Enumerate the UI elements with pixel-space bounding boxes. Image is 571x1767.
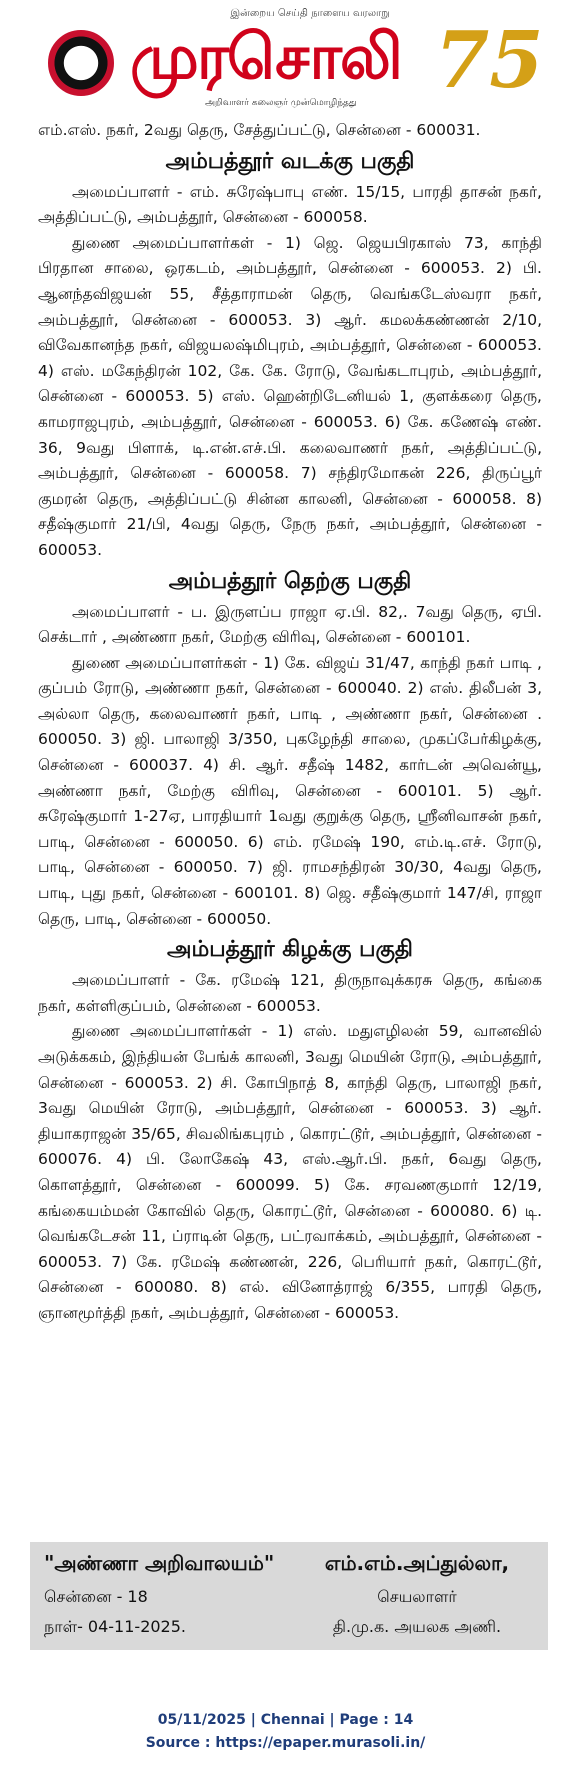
section-deputies-north: துணை அமைப்பாளர்கள் - 1) ஜெ. ஜெயபிரகாஸ் 73, காந்தி பிரதான சாலை, ஒரகடம், அம்பத்தூர், சென்னை - 600053. 2) பி. ஆனந்தவிஜயன் 55, சீத்தாராமன் தெரு, வெங்கடேஸ்வரா நகர், அம்பத்தூர், சென்னை - 600053. 3) ஆர். கமலக்கண்ணன் 2/10, விவேகானந்த நகர், விஜயலஷ்மிபுரம், அம்பத்தூர், சென்னை - 600053. 4) எஸ். மகேந்திரன் 102, கே. கே. ரோடு, வேங்கடாபுரம், அம்பத்தூர், சென்னை - 600053. 5) எஸ். ஹென்றிடேனியல் 1, குளக்கரை தெரு, காமராஜபுரம், அம்பத்தூர், சென்னை - 600053. 6) கே. கணேஷ் எண். 36, 9வது பிளாக், டி.என்.எச்.பி. கலைவாணர் நகர், அத்திப்பட்டு, அம்பத்தூர், சென்னை - 600058. 7) சந்திரமோகன் 226, திருப்பூர் குமரன் தெரு, அத்திப்பட்டு சின்ன காலனி, சென்னை - 600058. 8) சதீஷ்குமார் 21/பி, 4வது தெரு, நேரு நகர், அம்பத்தூர், சென்னை - 600053. bbox=[38, 233, 542, 559]
edition-info: 05/11/2025 | Chennai | Page : 14 bbox=[157, 1712, 414, 1728]
footer-city: சென்னை - 18 bbox=[44, 1587, 148, 1606]
section-heading-north: அம்பத்தூர் வடக்கு பகுதி bbox=[165, 148, 415, 174]
masthead-tagline: இன்றைய செய்தி நாளைய வரலாறு bbox=[230, 8, 390, 19]
section-convenor-north: அமைப்பாளர் - எம். சுரேஷ்பாபு எண். 15/15, பாரதி தாசன் நகர், அத்திப்பட்டு, அம்பத்தூர், சென்னை - 600058. bbox=[38, 182, 542, 227]
footer-wing: தி.மு.க. அயலக அணி. bbox=[332, 1617, 502, 1636]
section-convenor-south: அமைப்பாளர் - ப. இருளப்ப ராஜா ஏ.பி. 82,. 7வது தெரு, ஏபி. செக்டார் , அண்ணா நகர், மேற்கு விரிவு, சென்னை - 600101. bbox=[38, 602, 542, 647]
section-deputies-east: துணை அமைப்பாளர்கள் - 1) எஸ். மதுஎழிலன் 59, வானவில் அடுக்ககம், இந்தியன் பேங்க் காலனி, 3வது மெயின் ரோடு, அம்பத்தூர், சென்னை - 600053. 2) சி. கோபிநாத் 8, காந்தி தெரு, பாலாஜி நகர், 3வது மெயின் ரோடு, அம்பத்தூர், சென்னை - 600053. 3) ஆர். தியாகராஜன் 35/65, சிவலிங்கபுரம் , கொரட்டூர், அம்பத்தூர், சென்னை - 600076. 4) பி. லோகேஷ் 43, எஸ்.ஆர்.பி. நகர், 6வது தெரு, கொளத்தூர், சென்னை - 600099. 5) கே. சரவணகுமார் 12/19, கங்கையம்மன் கோவில் தெரு, கொரட்டூர், சென்னை - 600080. 6) டி. வெங்கடேசன் 11, ப்ராடின் தெரு, பட்ரவாக்கம், அம்பத்தூர், சென்னை - 600053. 7) கே. ரமேஷ் கண்ணன், 226, பெரியார் நகர், கொரட்டூர், சென்னை - 600080. 8) எல். வினோத்ராஜ் 6/355, பாரதி தெரு, ஞானமூர்த்தி நகர், அம்பத்தூர், சென்னை - 600053. bbox=[38, 1022, 542, 1322]
section-heading-south: அம்பத்தூர் தெற்கு பகுதி bbox=[168, 568, 412, 594]
section-convenor-east: அமைப்பாளர் - கே. ரமேஷ் 121, திருநாவுக்கரசு தெரு, கங்கை நகர், கள்ளிகுப்பம், சென்னை - 600053. bbox=[38, 971, 542, 1015]
party-emblem-icon bbox=[48, 30, 114, 96]
footer-signatory: எம்.எம்.அப்துல்லா, bbox=[324, 1551, 510, 1575]
section-heading-east: அம்பத்தூர் கிழக்கு பகுதி bbox=[167, 937, 413, 963]
article-body bbox=[38, 118, 542, 1327]
footer-date: நாள்- 04-11-2025. bbox=[44, 1617, 186, 1636]
footer-designation: செயலாளர் bbox=[377, 1587, 457, 1606]
signature-block bbox=[30, 1542, 548, 1650]
masthead-subtitle: அறிவாளர் கலைஞர் முன்மொழிந்தது bbox=[205, 98, 357, 108]
section-deputies-south: துணை அமைப்பாளர்கள் - 1) கே. விஜய் 31/47, காந்தி நகர் பாடி , குப்பம் ரோடு, அண்ணா நகர், சென்னை - 600040. 2) எஸ். திலீபன் 3, அல்லா தெரு, கலைவாணர் நகர், பாடி , அண்ணா நகர், சென்னை . 600050. 3) ஜி. பாலாஜி 3/350, புகழேந்தி சாலை, முகப்பேர்கிழக்கு, சென்னை - 600037. 4) சி. ஆர். சதீஷ் 1482, கார்டன் அவென்யூ, அண்ணா நகர், மேற்கு விரிவு, சென்னை - 600101. 5) ஆர். சுரேஷ்குமார் 1-27ஏ, பாரதியார் 1வது குறுக்கு தெரு, ஸ்ரீனிவாசன் நகர், பாடி, சென்னை - 600050. 6) எம். ரமேஷ் 190, எம்.டி.எச். ரோடு, பாடி, சென்னை - 600050. 7) ஜி. ராமசந்திரன் 30/30, 4வது தெரு, பாடி, புது நகர், சென்னை - 600101. 8) ஜெ. சதீஷ்குமார் 147/சி, ராஜா தெரு, பாடி, சென்னை - 600050. bbox=[38, 653, 542, 928]
footer-place: "அண்ணா அறிவாலயம்" bbox=[44, 1551, 275, 1575]
source-link[interactable]: Source : https://epaper.murasoli.in/ bbox=[145, 1735, 426, 1751]
newspaper-logo: முரசொலி bbox=[130, 20, 401, 93]
anniversary-badge: 75 bbox=[435, 15, 544, 106]
lead-line: எம்.எஸ். நகர், 2வது தெரு, சேத்துப்பட்டு, சென்னை - 600031. bbox=[38, 121, 481, 139]
masthead bbox=[40, 8, 544, 116]
